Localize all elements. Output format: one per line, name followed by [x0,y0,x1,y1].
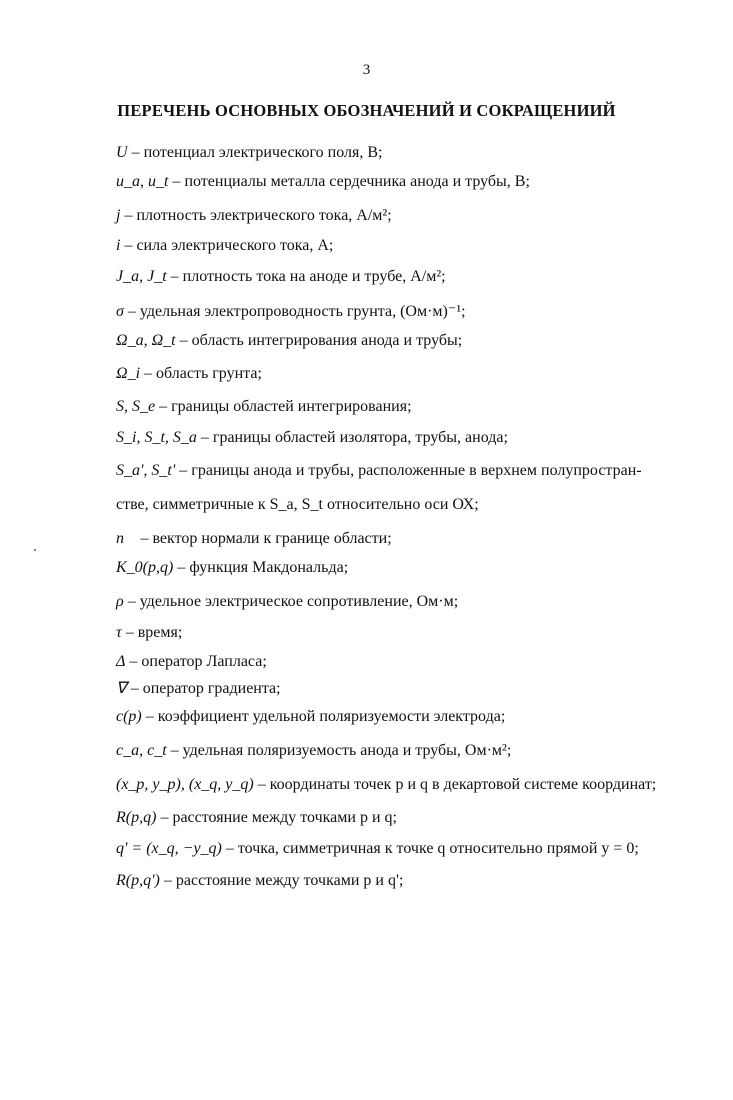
list-item [116,236,333,256]
list-item [116,679,281,699]
entry-text: – коэффициент удельной поляризуемости электрода; [141,708,506,725]
list-item [116,364,262,384]
list-item [116,267,446,287]
entry-symbol: S_i, S_t, S_a [116,429,197,446]
list-item-continuation [116,495,479,515]
entry-text: – вектор нормали к границе области; [136,530,392,547]
entry-symbol: S, S_e [116,398,156,415]
entry-symbol: K_0(p,q) [116,559,174,576]
list-item [116,652,267,672]
list-item [116,461,642,481]
entry-text: – границы областей изолятора, трубы, анода; [196,429,508,446]
entry-symbol: R(p,q) [116,809,157,826]
list-item [116,428,508,448]
entry-text: – потенциал электрического поля, В; [127,144,383,161]
entry-symbol: ∇ [116,680,127,697]
list-item [116,206,392,226]
entry-symbol: i [116,237,121,254]
entry-text: – границы областей интегрирования; [155,398,412,415]
entry-symbol: τ [116,624,122,641]
entry-text: – оператор Лапласа; [125,653,267,670]
entry-text: – удельное электрическое сопротивление, Ом·м; [123,593,459,610]
entry-text: – удельная поляризуемость анода и трубы, Ом·м²; [166,742,512,759]
stray-dot [34,549,36,551]
entry-text: – область интегрирования анода и трубы; [175,332,463,349]
list-item [116,741,511,761]
entry-symbol: U [116,144,128,161]
list-item [116,143,382,163]
entry-symbol: S_a', S_t' [116,462,176,479]
entry-text: – удельная электропроводность грунта, (Ом·м)⁻¹; [123,303,466,320]
entry-symbol: c(p) [116,708,142,725]
list-item [116,397,412,417]
list-item [116,623,182,643]
list-item [116,558,348,578]
entry-text: – область грунта; [140,365,262,382]
list-item [116,529,392,549]
page-number: 3 [362,62,371,78]
entry-symbol: σ [116,303,124,320]
list-item [116,808,397,828]
entry-symbol: q' = (x_q, −y_q) [116,840,222,857]
entry-text: – оператор градиента; [126,680,281,697]
entry-text: – время; [121,624,183,641]
entry-symbol: Δ [116,653,126,670]
page-title: ПЕРЕЧЕНЬ ОСНОВНЫХ ОБОЗНАЧЕНИЙ И СОКРАЩЕНИИЙ [117,101,616,120]
list-item [116,592,458,612]
entry-text: – плотность электрического тока, А/м²; [120,207,392,224]
entry-text: – потенциалы металла сердечника анода и трубы, В; [168,173,530,190]
entry-text: стве, симметричные к S_a, S_t относительно оси ОХ; [116,496,479,513]
list-item [116,331,462,351]
list-item [116,775,656,795]
entry-symbol: n⃗ [116,530,137,547]
list-item [116,302,466,322]
entry-symbol: j [116,207,121,224]
entry-symbol: Ω_a, Ω_t [116,332,176,349]
entry-symbol: u_a, u_t [116,173,169,190]
entry-text: – плотность тока на аноде и трубе, А/м²; [166,268,446,285]
entry-symbol: (x_p, y_p), (x_q, y_q) [116,776,254,793]
list-item [116,839,639,859]
entry-symbol: c_a, c_t [116,742,167,759]
entry-text: – функция Макдональда; [173,559,349,576]
list-item [116,707,505,727]
list-item [116,871,403,891]
entry-symbol: R(p,q') [116,872,160,889]
entry-text: – границы анода и трубы, расположенные в верхнем полупростран- [175,462,642,479]
entry-symbol: Ω_i [116,365,141,382]
entry-text: – точка, симметричная к точке q относительно прямой y = 0; [221,840,639,857]
entry-text: – расстояние между точками p и q'; [159,872,404,889]
entry-text: – координаты точек p и q в декартовой системе координат; [253,776,657,793]
entry-text: – сила электрического тока, А; [120,237,334,254]
entry-symbol: J_a, J_t [116,268,167,285]
list-item [116,172,530,192]
entry-symbol: ρ [116,593,124,610]
entry-text: – расстояние между точками p и q; [156,809,397,826]
